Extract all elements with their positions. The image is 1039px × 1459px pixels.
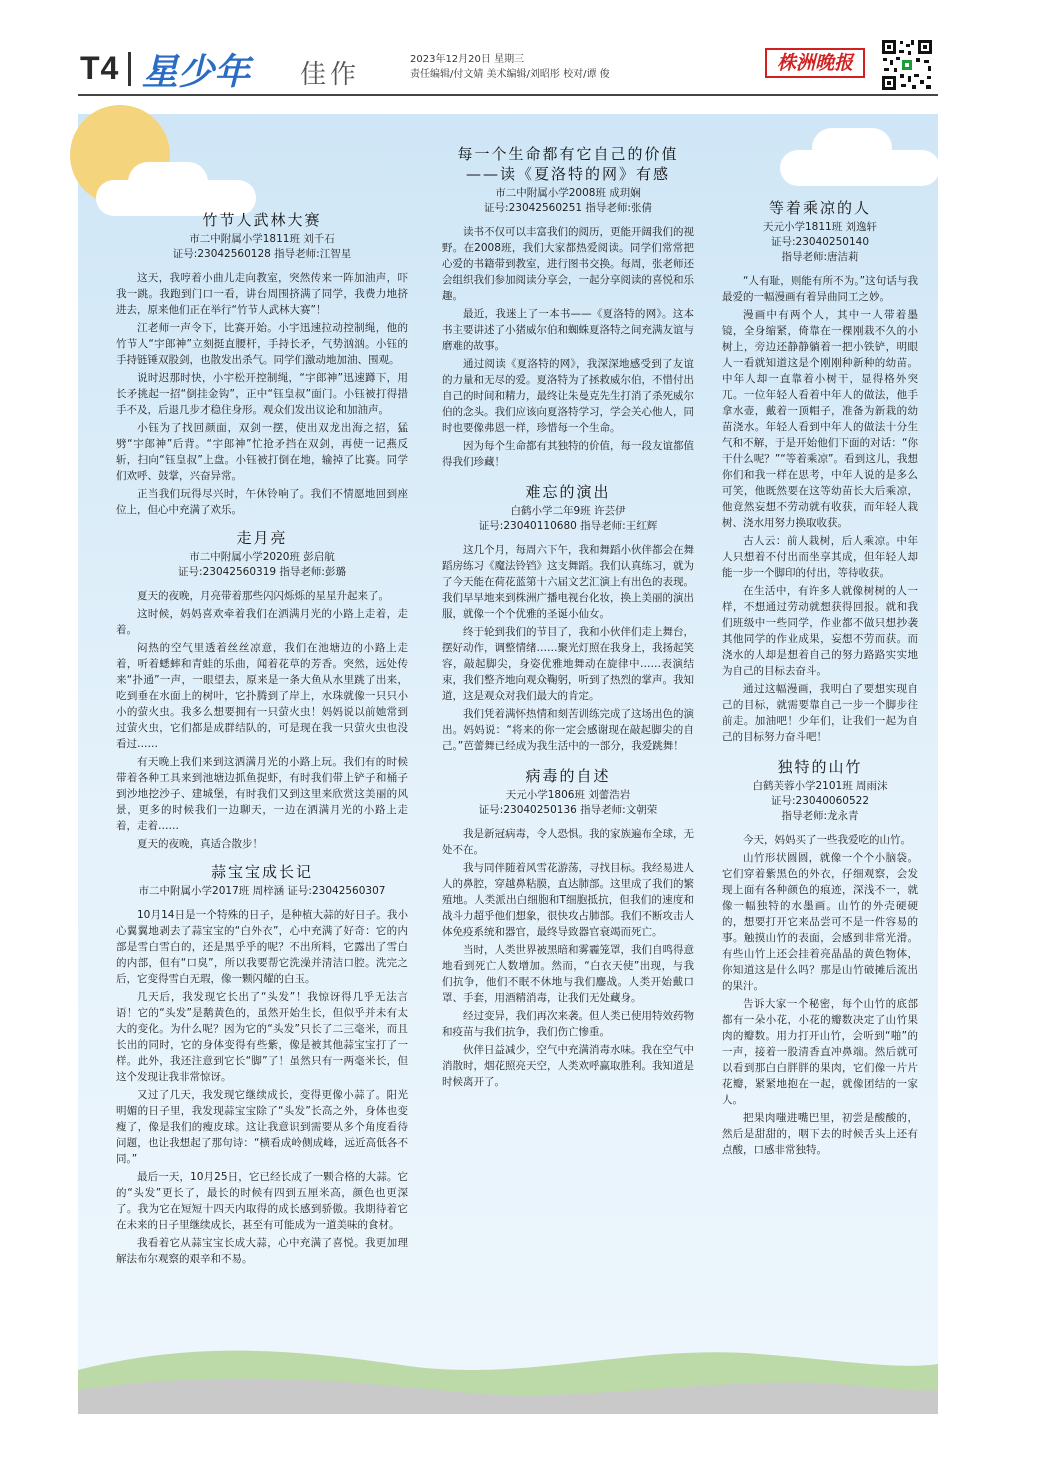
article-title: 难忘的演出 bbox=[525, 483, 611, 501]
article-mangosteen bbox=[722, 759, 918, 1158]
article-charlotte-review bbox=[442, 146, 694, 470]
editors-credits: 责任编辑/付文婧 美术编辑/刘昭彤 校对/谭 俊 bbox=[410, 69, 610, 80]
author-cert: 证号:23040060522 bbox=[770, 795, 870, 807]
paragraph: “人有耻，则能有所不为。”这句话与我最爱的一幅漫画有着异曲同工之妙。 bbox=[722, 275, 918, 303]
paragraph: 闷热的空气里透着丝丝凉意，我们在池塘边的小路上走着，听着蟋蟀和青蛙的乐曲，闻着花草的芳香。突然，远处传来“扑通”一声，一眼望去，原来是一条大鱼从水里跳了出来，吃到垂在水面上的树叶，它扑腾到了岸上，水珠就像一只只小小的萤火虫。我多么想要拥有一只萤火虫！妈妈说以前她常到过萤火虫，它们都是成群结队的，可是现在我一只萤火虫也没看过…… bbox=[116, 642, 408, 750]
article-byline bbox=[116, 232, 408, 262]
issue-date: 2023年12月20日 星期三 bbox=[410, 54, 525, 65]
paragraph: 告诉大家一个秘密，每个山竹的底部都有一朵小花，小花的瓣数决定了山竹果肉的瓣数。用力打开山竹，会听到“啪”的一声，接着一股清香直冲鼻端。然后就可以看到那白白胖胖的果肉，它们像一片片花瓣，紧紧地抱在一起，就像团结的一家人。 bbox=[722, 998, 918, 1106]
article-bamboo-contest bbox=[116, 212, 408, 518]
author-cert: 证号:23042560251 指导老师:张倩 bbox=[484, 202, 652, 214]
article-byline bbox=[722, 220, 918, 265]
paragraph: 漫画中有两个人，其中一人带着墨镜，全身缩紧，倚靠在一棵刚栽不久的小树上，旁边还静静躺着一把小铁铲，明眼人一看就知道这是个刚刚种新种的幼苗。中年人却一直靠着小树干，显得格外突兀。一位年轻人看着中年人的做法，他手拿水壶，戴着一顶帽子，准备为新栽的幼苗浇水。年轻人看到中年人的做法十分生气和不解，于是开始他们下面的对话：“你干什么呢？”“等着乘凉”。看到这儿，我想你们和我一样在思考，中年人说的是多么可笑，他既然要在这等幼苗长大后乘凉，他竟然妄想不劳动就有收获，而年轻人栽树、浇水用努力换取收获。 bbox=[722, 309, 918, 529]
paragraph: 又过了几天，我发现它继续成长，变得更像小蒜了。阳光明媚的日子里，我发现蒜宝宝除了“头发”长高之外，身体也变瘦了，像是我们的瘦皮球。这让我意识到需要从多个角度看待问题，也让我想起了那句诗：“横看成岭侧成峰，远近高低各不同。” bbox=[116, 1089, 408, 1165]
paragraph: 几天后，我发现它长出了“头发”！我惊讶得几乎无法言语！它的“头发”是鹅黄色的，虽然开始生长，但似乎并未有太大的变化。为什么呢？因为它的“头发”只长了二三毫米，而且长出的同时，它的身体变得有些紫，像是被其他蒜宝宝打了一样。此外，我还注意到它长“脚”了！虽然只有一两毫米长，但这个发现让我非常惊讶。 bbox=[116, 991, 408, 1083]
paragraph: 说时迟那时快，小宇松开控制绳，“宇郎神”迅速蹲下，用长矛挑起一招“倒挂金钩”，正中“钰皇叔”面门。小钰被打得措手不及，后退几步才稳住身形。观众们发出议论和加油声。 bbox=[116, 372, 408, 416]
author-cert: 证号:23040250140 bbox=[770, 236, 870, 248]
article-byline bbox=[442, 788, 694, 818]
page-header bbox=[0, 0, 1039, 100]
article-title: 病毒的自述 bbox=[525, 767, 611, 785]
author-school: 市二中附属小学1811班 刘千石 bbox=[189, 233, 335, 245]
paragraph: 正当我们玩得尽兴时，午休铃响了。我们不情愿地回到座位上，但心中充满了欢乐。 bbox=[116, 488, 408, 516]
article-title: 竹节人武林大赛 bbox=[202, 211, 322, 229]
paragraph: 我是新冠病毒，令人恐惧。我的家族遍布全球，无处不在。 bbox=[442, 828, 694, 856]
page-number: T4 bbox=[80, 50, 120, 86]
paragraph: 这时候，妈妈喜欢牵着我们在洒满月光的小路上走着，走着。 bbox=[116, 608, 408, 636]
header-divider bbox=[128, 52, 131, 86]
paragraph: 我们凭着满怀热情和刻苦训练完成了这场出色的演出。妈妈说：“将来的你一定会感谢现在敲起脚尖的自己。”芭蕾舞已经成为我生活中的一部分，我爱跳舞！ bbox=[442, 708, 694, 752]
author-school: 白鹤芙蓉小学2101班 周雨沫 bbox=[752, 780, 888, 792]
paragraph: 10月14日是一个特殊的日子，是种植大蒜的好日子。我小心翼翼地剥去了蒜宝宝的“白外衣”，心中充满了好奇：它的内部是雪白雪白的，还是黑乎乎的呢？不出所料，它露出了雪白的内部，但有“口臭”，所以我要帮它洗澡并清洁口腔。洗完之后，它变得雪白无瑕，像一颗闪耀的白玉。 bbox=[116, 909, 408, 985]
paragraph: 古人云：前人栽树，后人乘凉。中年人只想着不付出而坐享其成，但年轻人却能一步一个脚印的付出，等待收获。 bbox=[722, 535, 918, 579]
column-right bbox=[722, 200, 918, 1160]
author-cert: 证号:23042560128 指导老师:江智星 bbox=[172, 248, 352, 260]
author-cert: 证号:23040250136 指导老师:文朝荣 bbox=[478, 804, 658, 816]
article-performance bbox=[442, 484, 694, 754]
author-school: 市二中附属小学2008班 成玥娴 bbox=[495, 187, 641, 199]
paragraph: 山竹形状圆圆，就像一个个小脑袋。它们穿着紫黑色的外衣，仔细观察，会发现上面有各种颜色的痕迹，深浅不一，就像一幅独特的水墨画。山竹的外壳硬硬的，想要打开它来品尝可不是一件容易的事。触摸山竹的表面，会感到非常光滑。有些山竹上还会挂着亮晶晶的黄色物体，你知道这是什么吗？那是山竹破摊后流出的果汁。 bbox=[722, 852, 918, 992]
article-title: 独特的山竹 bbox=[777, 758, 863, 776]
article-byline bbox=[722, 779, 918, 824]
paragraph: 最近，我迷上了一本书——《夏洛特的网》。这本书主要讲述了小猪威尔伯和蜘蛛夏洛特之间充满友谊与磨难的故事。 bbox=[442, 308, 694, 352]
section-brand bbox=[142, 44, 250, 95]
paragraph: 当时，人类世界被黑暗和雾霾笼罩，我们自鸣得意地看到死亡人数增加。然而，“白衣天使”出现，与我们抗争，他们不眠不休地与我们鏖战。人类开始戴口罩、手套，用酒精消毒，让我们无处藏身。 bbox=[442, 944, 694, 1004]
article-virus-monologue bbox=[442, 768, 694, 1090]
cloud-illustration bbox=[812, 128, 892, 168]
article-byline bbox=[116, 884, 408, 899]
article-waiting-shade bbox=[722, 200, 918, 745]
author-school: 市二中附属小学2017班 周梓涵 证号:23042560307 bbox=[138, 885, 386, 897]
author-school: 天元小学1811班 刘逸轩 bbox=[762, 221, 878, 233]
paragraph: 小钰为了找回颜面，双剑一摆，使出双龙出海之招，猛劈“宇郎神”后背。“宇郎神”忙抢矛挡在双剑，再使一记燕反斩，扫向“钰皇叔”上盘。小钰被打倒在地，输掉了比赛。同学们欢呼、鼓掌，兴奋异常。 bbox=[116, 422, 408, 482]
author-teacher: 指导老师:龙永青 bbox=[781, 810, 859, 822]
paragraph: 夏天的夜晚，真适合散步！ bbox=[137, 838, 263, 850]
article-title: 蒜宝宝成长记 bbox=[210, 863, 313, 881]
paragraph: 经过变异，我们再次来袭。但人类已使用特效药物和疫苗与我们抗争，我们伤亡惨重。 bbox=[442, 1010, 694, 1038]
column-middle bbox=[442, 146, 694, 1092]
column-left bbox=[116, 212, 408, 1269]
paragraph: 读书不仅可以丰富我们的阅历，更能开阔我们的视野。在2008班，我们大家都热爱阅读。同学们常常把心爱的书籍带到教室，进行图书交换。每周，张老师还会组织我们参加阅读分享会，一起分享阅读的喜悦和乐趣。 bbox=[442, 226, 694, 302]
paragraph: 我看着它从蒜宝宝长成大蒜，心中充满了喜悦。我更加理解法布尔观察的艰辛和不易。 bbox=[116, 1237, 408, 1265]
article-title: 每一个生命都有它自己的价值 bbox=[457, 145, 679, 163]
paragraph: 通过阅读《夏洛特的网》，我深深地感受到了友谊的力量和无尽的爱。夏洛特为了拯救威尔伯，不惜付出自己的时间和精力，最终让朱曼克先生打消了杀死威尔伯的念头。我们应该向夏洛特学习，学会关心他人，同时也要像弗恩一样，珍惜每一个生命。 bbox=[442, 358, 694, 434]
paragraph: 通过这幅漫画，我明白了要想实现自己的目标，就需要靠自己一步一个脚步往前走。加油吧！少年们，让我们一起为自己的目标努力奋斗吧！ bbox=[722, 683, 918, 743]
paragraph: 把果肉嗤进嘴巴里，初尝是酸酸的，然后是甜甜的，咽下去的时候舌头上还有点酸，口感非常独特。 bbox=[722, 1112, 918, 1156]
article-garlic-diary bbox=[116, 864, 408, 1267]
article-byline bbox=[116, 550, 408, 580]
article-title: 走月亮 bbox=[236, 529, 288, 547]
paragraph: 这天，我哼着小曲儿走向教室，突然传来一阵加油声，吓我一跳。我跑到门口一看，讲台周围挤满了同学，我费力地挤进去，原来他们正在举行“竹节人武林大赛”！ bbox=[116, 272, 408, 316]
author-cert: 证号:23042560319 指导老师:彭璐 bbox=[178, 566, 346, 578]
paragraph: 终于轮到我们的节目了，我和小伙伴们走上舞台，摆好动作，调整情绪……聚光灯照在我身上，我扬起笑容，敲起脚尖，身姿优雅地舞动在旋律中……表演结束，我们整齐地向观众鞠躬，听到了热烈的掌声。我知道，这是观众对我们最大的肯定。 bbox=[442, 626, 694, 702]
header-rule bbox=[78, 94, 938, 96]
article-byline bbox=[442, 504, 694, 534]
paragraph: 在生活中，有许多人就像树树的人一样，不想通过劳动就想获得回报。就和我们班级中一些同学，作业都不做只想抄袭其他同学的作业成果，妄想不劳而获。而浇水的人却是想着自己的努力路路实实地为自己的目标去奋斗。 bbox=[722, 585, 918, 677]
author-school: 天元小学1806班 刘蕾浩岩 bbox=[505, 789, 631, 801]
author-cert: 证号:23040110680 指导老师:王红辉 bbox=[478, 520, 658, 532]
paragraph: 伙伴日益减少，空气中充满消毒水味。我在空气中消散时，烟花照亮天空，人类欢呼赢取胜利。我知道是时候离开了。 bbox=[442, 1044, 694, 1088]
brand-text: 星少年 bbox=[142, 51, 251, 93]
paragraph: 夏天的夜晚，月亮带着那些闪闪烁烁的星星升起来了。 bbox=[137, 590, 389, 602]
article-title: 等着乘凉的人 bbox=[768, 199, 871, 217]
article-byline bbox=[442, 186, 694, 216]
paragraph: 这几个月，每周六下午，我和舞蹈小伙伴都会在舞蹈房练习《魔法铃铛》这支舞蹈。我们认真练习，就为了今天能在荷花蓝第十六届文艺汇演上有出色的表现。我们早早地来到株洲广播电视台化妆，换上美丽的演出服，就像一个个优雅的圣诞小仙女。 bbox=[442, 544, 694, 620]
paragraph: 有天晚上我们来到这洒满月光的小路上玩。我们有的时候带着各种工具来到池塘边抓鱼捉虾，有时我们带上铲子和桶子到沙地挖沙子、建城堡，有时我们又到这里来欣赏这美丽的风景，更多的时候我们一边聊天，一边在洒满月光的小路上走着，走着…… bbox=[116, 756, 408, 832]
paragraph: 我与同伴随着风雪花游荡，寻找目标。我经易进人人的鼻腔，穿越鼻粘膜，直达肺部。这里成了我们的繁殖地。人类派出白细胞和T细胞抵抗，但我们的速度和战斗力超乎他们想象，很快攻占肺部。我们不断攻击人体免疫系统和器官，最终导致器官衰竭而死亡。 bbox=[442, 862, 694, 938]
newspaper-logo: 株洲晚报 bbox=[765, 48, 865, 78]
column-name: 佳作 bbox=[300, 60, 361, 90]
article-subtitle: ——读《夏洛特的网》有感 bbox=[465, 165, 670, 183]
paragraph: 最后一天，10月25日，它已经长成了一颗合格的大蒜。它的“头发”更长了，最长的时候有四到五厘米高，颜色也更深了。我为它在短短十四天内取得的成长感到骄傲。我期待着它在未来的日子里继续成长，甚至有可能成为一道美味的食材。 bbox=[116, 1171, 408, 1231]
author-school: 市二中附属小学2020班 彭启航 bbox=[189, 551, 335, 563]
author-school: 白鹤小学二年9班 许芸伊 bbox=[510, 505, 626, 517]
cloud-illustration bbox=[128, 162, 208, 202]
article-moon-walk bbox=[116, 530, 408, 852]
issue-meta bbox=[410, 52, 610, 82]
qr-code-icon[interactable] bbox=[880, 38, 934, 92]
paragraph: 江老师一声令下，比赛开始。小宇迅速拉动控制绳，他的竹节人“宇郎神”立刻挺直腰杆，手持长矛，气势汹汹。小钰的手持链锤双股剑，也散发出杀气。同学们激动地加油、围观。 bbox=[116, 322, 408, 366]
paragraph: 今天，妈妈买了一些我爱吃的山竹。 bbox=[743, 834, 911, 846]
paragraph: 因为每个生命都有其独特的价值，每一段友谊都值得我们珍藏！ bbox=[442, 440, 694, 468]
hills-illustration bbox=[78, 1340, 938, 1414]
author-teacher: 指导老师:唐洁莉 bbox=[781, 251, 859, 263]
